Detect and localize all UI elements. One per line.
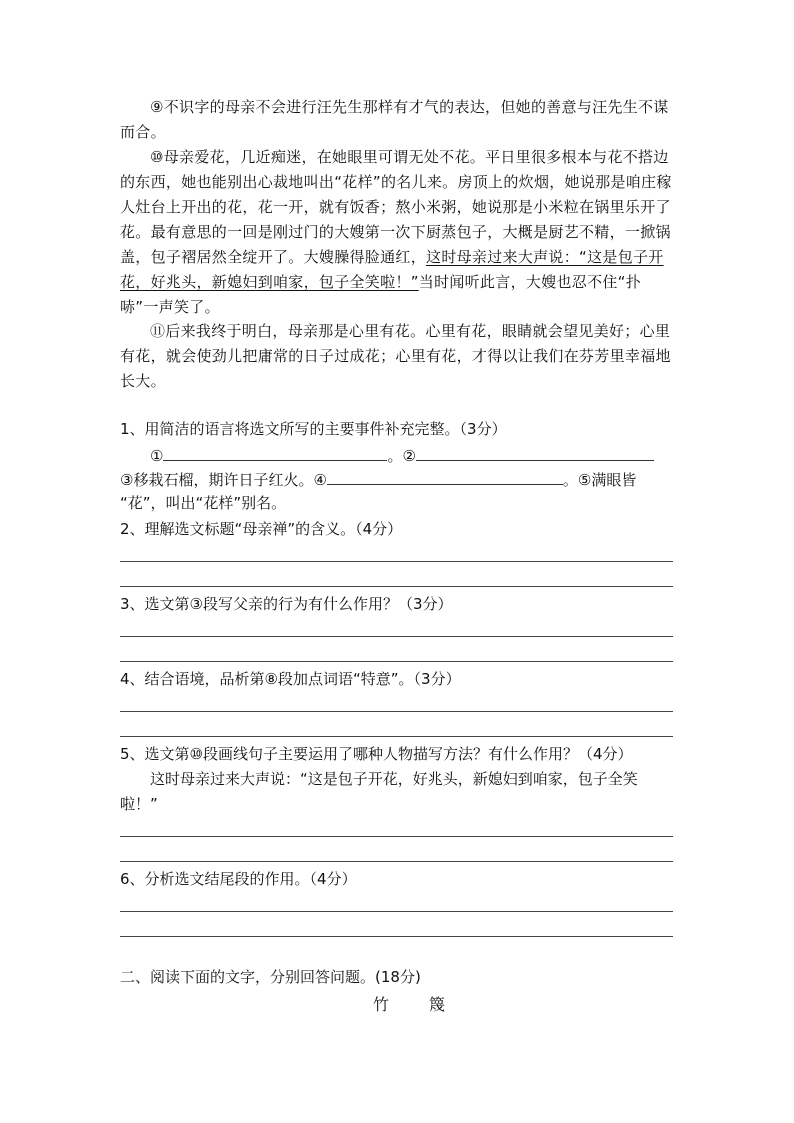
paragraph-10-ending: 当时闻听此言，大嫂也忍不住“扑哧”一声笑了。 (120, 273, 642, 316)
question-1-line-1 (150, 444, 654, 467)
question-5: 5、选文第⑩段画线句子主要运用了哪种人物描写方法？有什么作用？（4分） (120, 745, 633, 763)
question-2: 2、理解选文标题“母亲禅”的含义。（4分） (120, 520, 403, 538)
answer-line[interactable] (120, 861, 673, 862)
answer-line[interactable] (120, 711, 673, 712)
question-6: 6、分析选文结尾段的作用。（4分） (120, 870, 357, 888)
blank-label-1: ① (150, 447, 164, 465)
article-title: 竹 篾 (373, 995, 458, 1014)
answer-blank-2[interactable] (416, 444, 654, 461)
blank-label-2: 。② (387, 447, 416, 465)
question-1: 1、用简洁的语言将选文所写的主要事件补充完整。（3分） (120, 420, 507, 438)
paragraph-10 (120, 145, 675, 320)
question-5-quote-end: 啦！” (120, 795, 158, 813)
answer-line[interactable] (120, 586, 673, 587)
answer-blank-4[interactable] (327, 468, 563, 485)
question-4: 4、结合语境，品析第⑧段加点词语“特意”。（3分） (120, 670, 461, 688)
answer-line[interactable] (120, 836, 673, 837)
answer-blank-1[interactable] (163, 444, 387, 461)
paragraph-9: ⑨不识字的母亲不会进行汪先生那样有才气的表达，但她的善意与汪先生不谋而合。 (120, 98, 669, 141)
question-5-quote: 这时母亲过来大声说：“这是包子开花，好兆头，新媳妇到咱家，包子全笑 (150, 770, 638, 788)
answer-line[interactable] (120, 561, 673, 562)
question-3: 3、选文第③段写父亲的行为有什么作用？（3分） (120, 595, 453, 613)
section-2-heading: 二、阅读下面的文字，分别回答问题。(18分) (120, 968, 421, 986)
paragraph-10-text: ⑩母亲爱花，几近痴迷，在她眼里可谓无处不花。平日里很多根本与花不搭边的东西，她也能别出心裁地叫出“花样”的名儿来。房顶上的炊烟，她说那是咱庄稼人灶台上开出的花，花一开，就有饭香；熬小米粥，她说那是小米粒在锅里乐开了花。最有意思的一回是刚过门的大嫂第一次下厨蒸包子，大概是厨艺不精，一掀锅盖，包子褶居然全绽开了。大嫂臊得脸通红， (120, 148, 672, 266)
underlined-sentence: 这时母亲过来大声说：“这是包子开花，好兆头，新媳妇到咱家，包子全笑啦！” (120, 248, 664, 291)
event-5-text: 。⑤满眼皆 (562, 471, 637, 489)
answer-line[interactable] (120, 911, 673, 912)
paragraph-11: ⑪后来我终于明白，母亲那是心里有花。心里有花，眼睛就会望见美好；心里有花，就会使劲儿把庸常的日子过成花；心里有花，才得以让我们在芬芳里幸福地长大。 (120, 322, 671, 390)
answer-line[interactable] (120, 636, 673, 637)
answer-line[interactable] (120, 936, 673, 937)
answer-line[interactable] (120, 661, 673, 662)
question-1-line-2 (120, 468, 636, 491)
answer-line[interactable] (120, 736, 673, 737)
event-3-text: ③移栽石榴，期许日子红火。④ (120, 471, 327, 489)
question-1-line-3: “花”，叫出“花样”别名。 (120, 494, 287, 512)
